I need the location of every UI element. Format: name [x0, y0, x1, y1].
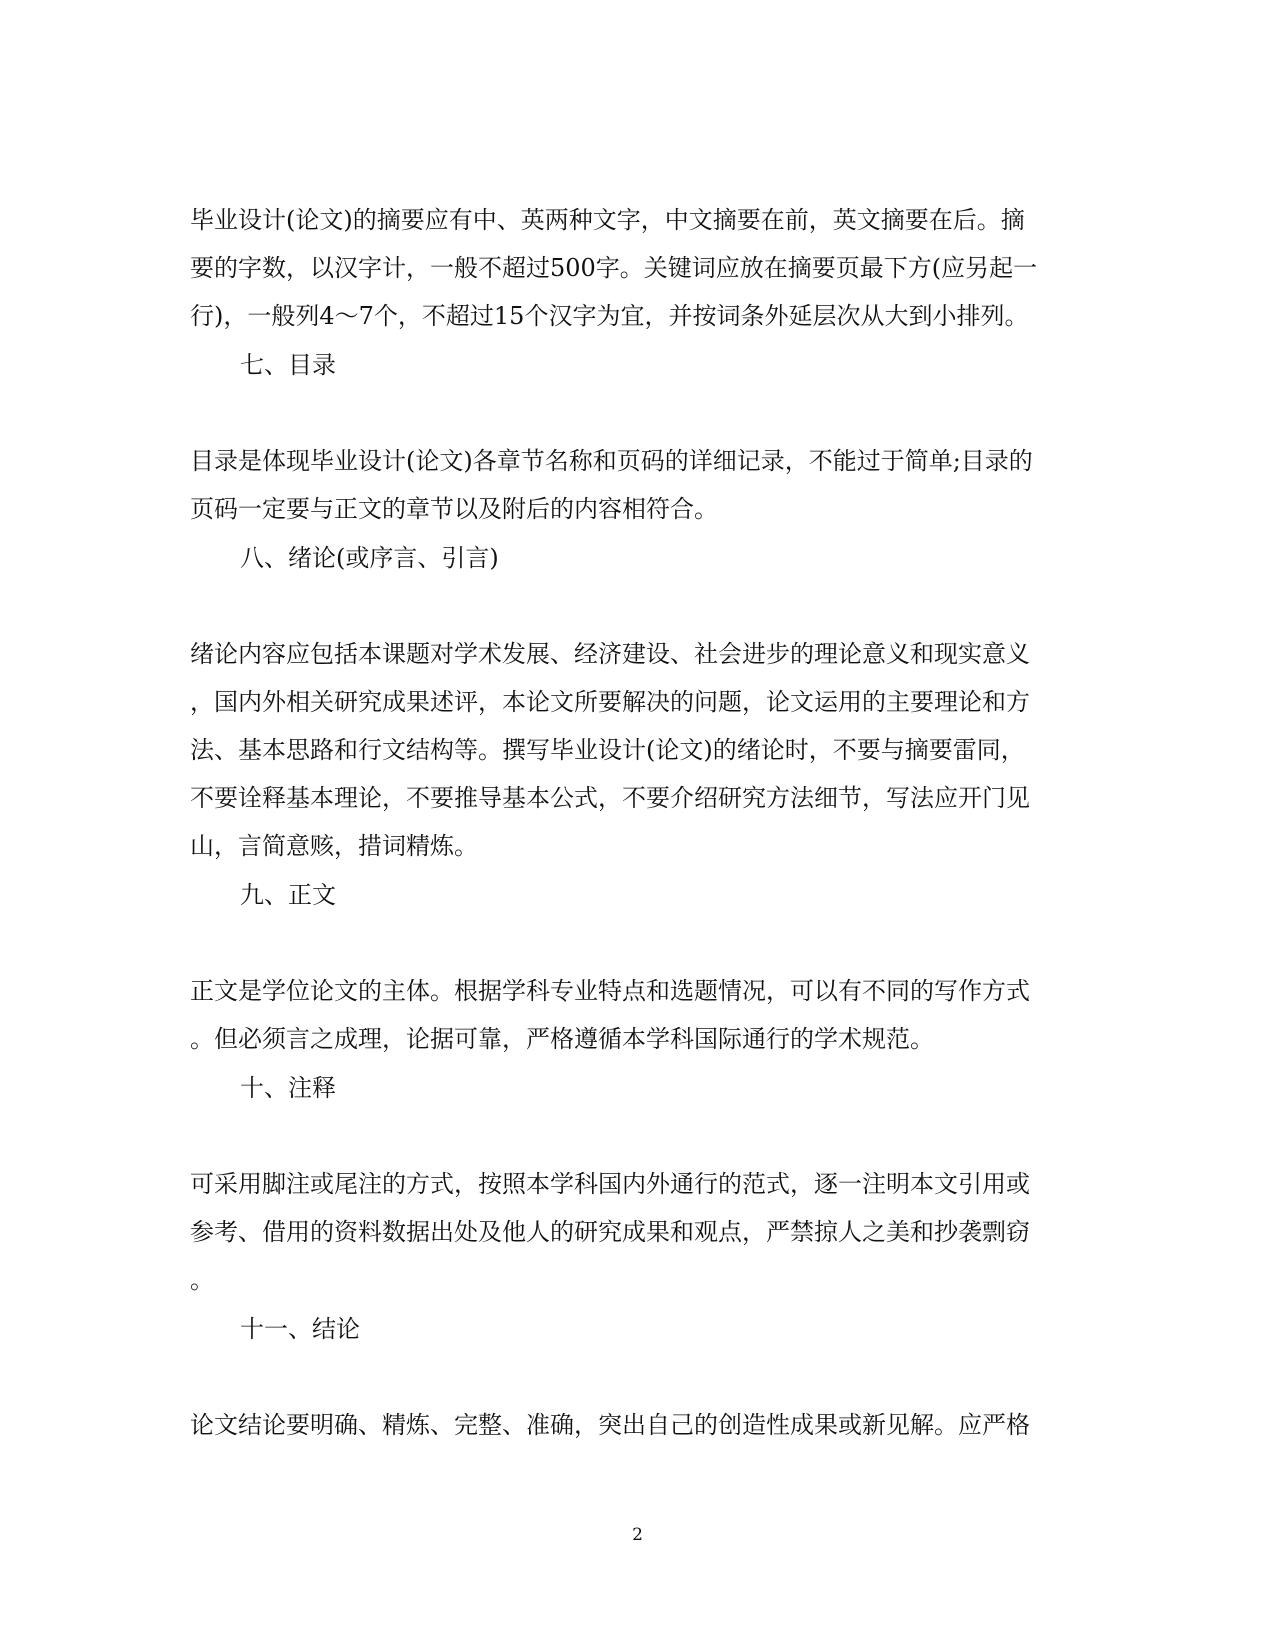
section-heading-introduction: 八、绪论(或序言、引言) — [240, 544, 499, 572]
section-heading-conclusion: 十一、结论 — [240, 1315, 360, 1343]
introduction-line-5: 山，言简意赅，措词精炼。 — [190, 832, 478, 860]
introduction-line-3: 法、基本思路和行文结构等。撰写毕业设计(论文)的绪论时，不要与摘要雷同， — [190, 736, 1025, 764]
contents-line-1: 目录是体现毕业设计(论文)各章节名称和页码的详细记录，不能过于简单;目录的 — [190, 447, 1033, 475]
introduction-line-1: 绪论内容应包括本课题对学术发展、经济建设、社会进步的理论意义和现实意义 — [190, 640, 1030, 668]
section-heading-main-text: 九、正文 — [240, 881, 336, 909]
notes-line-1: 可采用脚注或尾注的方式，按照本学科国内外通行的范式，逐一注明本文引用或 — [190, 1170, 1030, 1198]
abstract-line-3: 行)，一般列4～7个，不超过15个汉字为宜，并按词条外延层次从大到小排列。 — [190, 302, 1029, 330]
notes-line-2: 参考、借用的资料数据出处及他人的研究成果和观点，严禁掠人之美和抄袭剽窃 — [190, 1218, 1030, 1246]
page-number: 2 — [632, 1525, 643, 1545]
introduction-line-2: ，国内外相关研究成果述评，本论文所要解决的问题，论文运用的主要理论和方 — [190, 688, 1030, 716]
introduction-line-4: 不要诠释基本理论，不要推导基本公式，不要介绍研究方法细节，写法应开门见 — [190, 784, 1030, 812]
abstract-line-1: 毕业设计(论文)的摘要应有中、英两种文字，中文摘要在前，英文摘要在后。摘 — [190, 206, 1025, 234]
abstract-line-2: 要的字数，以汉字计，一般不超过500字。关键词应放在摘要页最下方(应另起一 — [190, 254, 1038, 282]
conclusion-line-1: 论文结论要明确、精炼、完整、准确，突出自己的创造性成果或新见解。应严格 — [190, 1411, 1030, 1439]
contents-line-2: 页码一定要与正文的章节以及附后的内容相符合。 — [190, 495, 718, 523]
section-heading-contents: 七、目录 — [240, 351, 336, 379]
main-text-line-1: 正文是学位论文的主体。根据学科专业特点和选题情况，可以有不同的写作方式 — [190, 977, 1030, 1005]
main-text-line-2: 。但必须言之成理，论据可靠，严格遵循本学科国际通行的学术规范。 — [190, 1025, 934, 1053]
notes-line-3: 。 — [190, 1266, 214, 1294]
section-heading-notes: 十、注释 — [240, 1074, 336, 1102]
